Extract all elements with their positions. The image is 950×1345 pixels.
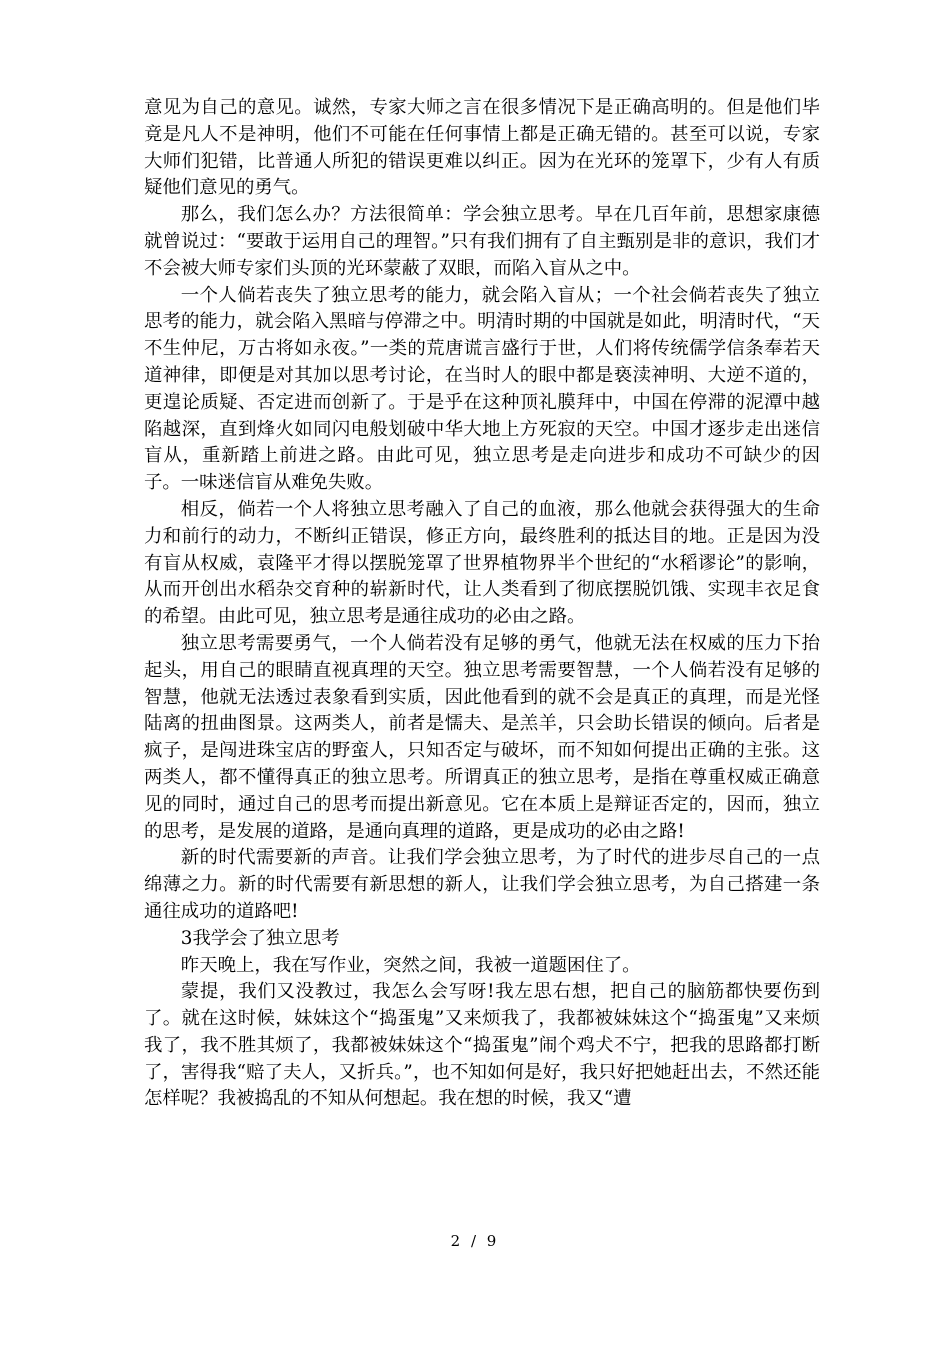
page-number: 2 / 9 xyxy=(450,1232,500,1250)
paragraph-2: 那么，我们怎么办？方法很简单：学会独立思考。早在几百年前，思想家康德就曾说过：“要敢于运用自己的理智。”只有我们拥有了自主甄别是非的意识，我们才不会被大师专家们头顶的光环蒙蔽了双眼，而陷入盲从之中。 xyxy=(144,204,820,279)
section-heading: 3我学会了独立思考 xyxy=(180,927,340,949)
paragraph-4: 相反，倘若一个人将独立思考融入了自己的血液，那么他就会获得强大的生命力和前行的动力，不断纠正错误，修正方向，最终胜利的抵达目的地。正是因为没有盲从权威，袁隆平才得以摆脱笼罩了世界植物界半个世纪的“水稻谬论”的影响，从而开创出水稻杂交育种的崭新时代，让人类看到了彻底摆脱饥饿、实现丰衣足食的希望。由此可见，独立思考是通往成功的必由之路。 xyxy=(144,498,820,628)
document-page-body xyxy=(144,95,820,1113)
paragraph-8: 蒙提，我们又没教过，我怎么会写呀!我左思右想，把自己的脑筋都快要伤到了。就在这时候，妹妹这个“捣蛋鬼”又来烦我了，我都被妹妹这个“捣蛋鬼”又来烦我了，我不胜其烦了，我都被妹妹这个“捣蛋鬼”闹个鸡犬不宁，把我的思路都打断了，害得我“赔了夫人，又折兵。”，也不知如何是好，我只好把她赶出去，不然还能怎样呢？我被捣乱的不知从何想起。我在想的时候，我又“遭 xyxy=(144,981,820,1110)
paragraph-3: 一个人倘若丧失了独立思考的能力，就会陷入盲从；一个社会倘若丧失了独立思考的能力，就会陷入黑暗与停滞之中。明清时期的中国就是如此，明清时代，“天不生仲尼，万古将如永夜。”一类的荒唐谎言盛行于世，人们将传统儒学信条奉若天道神律，即便是对其加以思考讨论，在当时人的眼中都是亵渎神明、大逆不道的，更遑论质疑、否定进而创新了。于是乎在这种顶礼膜拜中，中国在停滞的泥潭中越陷越深，直到烽火如同闪电般划破中华大地上方死寂的天空。中国才逐步走出迷信盲从，重新踏上前进之路。由此可见，独立思考是走向进步和成功不可缺少的因子。一味迷信盲从难免失败。 xyxy=(144,284,820,494)
paragraph-1: 意见为自己的意见。诚然，专家大师之言在很多情况下是正确高明的。但是他们毕竟是凡人不是神明，他们不可能在任何事情上都是正确无错的。甚至可以说，专家大师们犯错，比普通人所犯的错误更难以纠正。因为在光环的笼罩下，少有人有质疑他们意见的勇气。 xyxy=(144,97,820,199)
paragraph-5: 独立思考需要勇气，一个人倘若没有足够的勇气，他就无法在权威的压力下抬起头，用自己的眼睛直视真理的天空。独立思考需要智慧，一个人倘若没有足够的智慧，他就无法透过表象看到实质，因此他看到的就不会是真正的真理，而是光怪陆离的扭曲图景。这两类人，前者是懦夫、是羔羊，只会助长错误的倾向。后者是疯子，是闯进珠宝店的野蛮人，只知否定与破坏，而不知如何提出正确的主张。这两类人，都不懂得真正的独立思考。所谓真正的独立思考，是指在尊重权威正确意见的同时，通过自己的思考而提出新意见。它在本质上是辩证否定的，因而，独立的思考，是发展的道路，是通向真理的道路，更是成功的必由之路! xyxy=(144,632,820,842)
paragraph-6: 新的时代需要新的声音。让我们学会独立思考，为了时代的进步尽自己的一点绵薄之力。新的时代需要有新思想的新人，让我们学会独立思考，为自己搭建一条通往成功的道路吧! xyxy=(144,847,820,922)
paragraph-7: 昨天晚上，我在写作业，突然之间，我被一道题困住了。 xyxy=(180,954,641,976)
